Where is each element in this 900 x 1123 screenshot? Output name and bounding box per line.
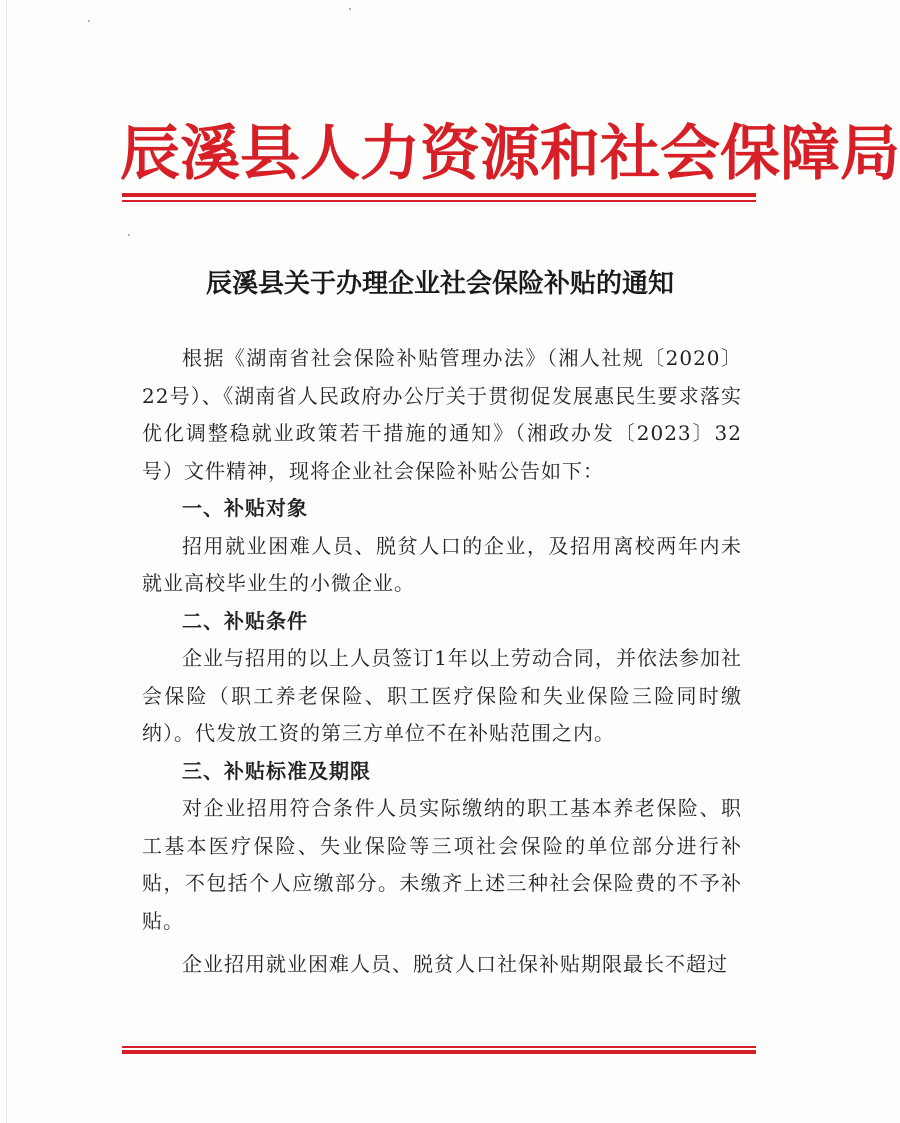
agency-header-title: 辰溪县人力资源和社会保障局 <box>120 119 900 189</box>
section-paragraph: 招用就业困难人员、脱贫人口的企业，及招用离校两年内未就业高校毕业生的小微企业。 <box>142 533 742 595</box>
intro-paragraph: 根据《湖南省社会保险补贴管理办法》（湘人社规〔2020〕22号）、《湖南省人民政府办公厅关于贯彻促发展惠民生要求落实优化调整稳就业政策若干措施的通知》（湘政办发〔2023〕32号）文件精神，现将企业社会保险补贴公告如下： <box>142 346 742 483</box>
document-title: 辰溪县关于办理企业社会保险补贴的通知 <box>205 269 674 299</box>
footer-red-rule-thin <box>122 1046 756 1048</box>
footer-red-rule-thick <box>122 1050 756 1054</box>
scan-speck <box>88 20 90 22</box>
section-paragraph: 企业招用就业困难人员、脱贫人口社保补贴期限最长不超过 <box>182 952 728 976</box>
header-red-rule-thick <box>122 193 756 197</box>
document-body <box>142 340 742 984</box>
header-red-rule-thin <box>122 200 756 202</box>
section-paragraph: 企业与招用的以上人员签订1年以上劳动合同，并依法参加社会保险（职工养老保险、职工医疗保险和失业保险三险同时缴纳）。代发放工资的第三方单位不在补贴范围之内。 <box>142 646 742 745</box>
section-paragraph: 对企业招用符合条件人员实际缴纳的职工基本养老保险、职工基本医疗保险、失业保险等三项社会保险的单位部分进行补贴，不包括个人应缴部分。未缴齐上述三种社会保险费的不予补贴。 <box>142 796 742 933</box>
section-heading-subsidy-standard: 三、补贴标准及期限 <box>182 758 371 783</box>
scan-speck <box>349 8 351 10</box>
section-heading-subsidy-target: 一、补贴对象 <box>182 496 308 520</box>
scan-speck <box>128 234 130 236</box>
scan-edge-line <box>6 0 7 1123</box>
section-heading-subsidy-conditions: 二、补贴条件 <box>182 608 308 633</box>
